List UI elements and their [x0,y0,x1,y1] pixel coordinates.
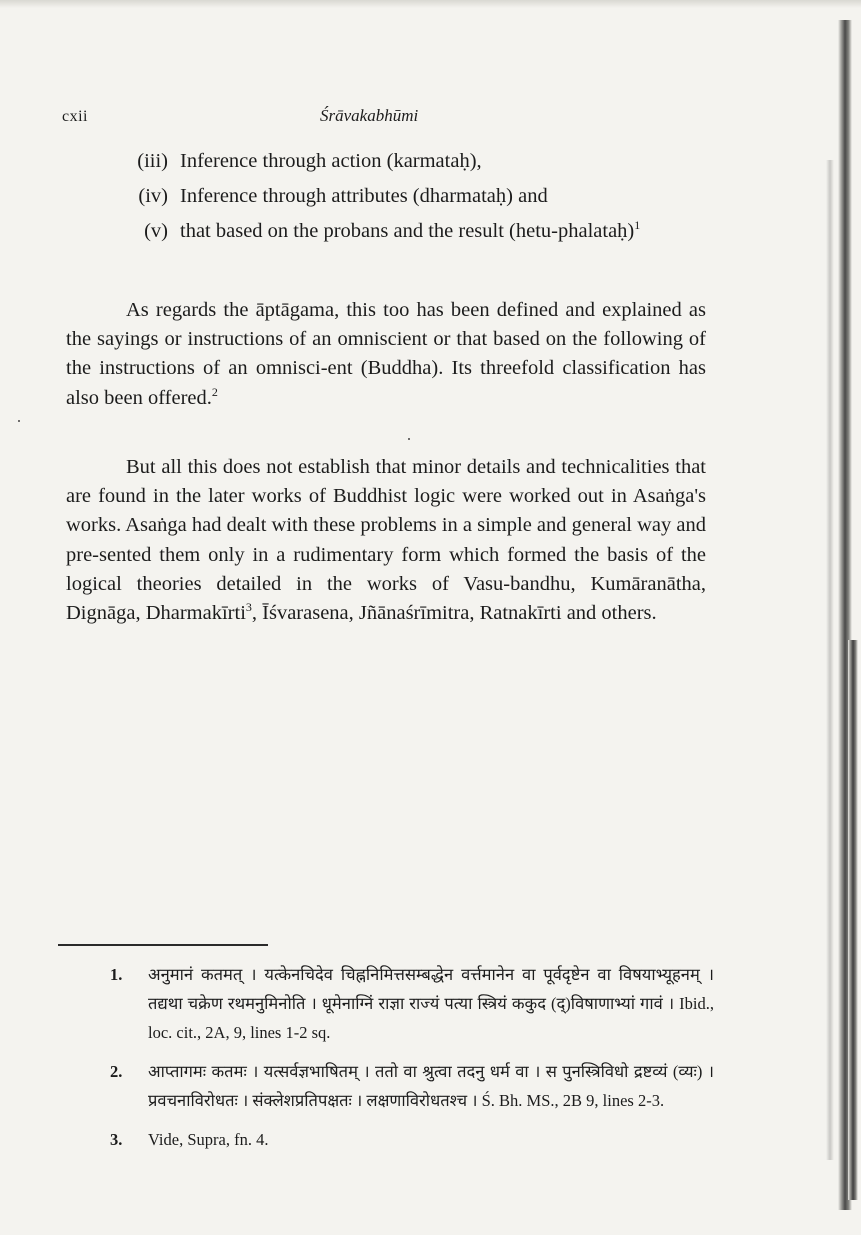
footnote-text: आप्तागमः कतमः । यत्सर्वज्ञभाषितम् । ततो वा श्रुत्वा तदनु धर्म वा । स पुनस्त्रिविधो द्रष्टव्यं (व्यः) । प्रवचनाविरोधतः । संक्लेशप्रतिपक्षतः । लक्षणाविरोधतश्च । Ś. Bh. MS., 2B 9, lines 2-3. [148,1062,714,1110]
footnote-rule [58,944,268,946]
list-item [108,179,708,214]
paragraph-logic [66,453,706,628]
list-text: Inference through attributes (dharmataḥ) and [180,185,548,207]
paragraph-text: As regards the āptāgama, this too has been defined and explained as the sayings or instructions of an omniscient or that based on the following of the instructions of an omnisci-ent (Buddha). Its threefold classification has also been offered. [66,299,706,409]
paragraph-text-tail: , Īśvarasena, Jñānaśrīmitra, Ratnakīrti and others. [251,602,657,625]
footnote-number: 1. [110,965,123,984]
page-shadow [826,160,834,1160]
paragraph-text: But all this does not establish that minor details and technicalities that are found in the later works of Buddhist logic were worked out in Asaṅga's works. Asaṅga had dealt with these problems in a simple and general way and pre-sented them only in a rudimentary form which formed the basis of the logical theories detailed in the works of Vasu-bandhu, Kumāranātha, Dignāga, Dharmakīrti [66,456,706,625]
list-item [108,144,708,179]
binding-edge-lower [848,640,858,1200]
scan-speck [18,420,20,422]
inference-list [108,144,708,249]
list-number: (iv) [138,185,168,207]
list-text [180,214,708,249]
list-text: Inference through action (karmataḥ), [180,150,482,172]
footnotes [110,960,714,1164]
footnote-ref: 2 [211,384,218,399]
list-item [108,214,708,249]
footnote [110,960,714,1047]
footnote-number: 3. [110,1130,123,1149]
running-title: Śrāvakabhūmi [320,106,419,125]
scan-top-edge [0,0,861,8]
footnote-text: Vide, Supra, fn. 4. [148,1130,269,1149]
list-text-body: that based on the probans and the result (hetu-phalataḥ) [180,220,635,242]
footnote [110,1057,714,1115]
footnote-number: 2. [110,1062,123,1081]
scan-speck [408,438,410,440]
page-number: cxii [62,108,88,125]
list-number: (iii) [137,150,168,172]
footnote-ref: 3 [245,600,252,615]
footnote-text: अनुमानं कतमत् । यत्केनचिदेव चिह्ननिमित्तसम्बद्धेन वर्त्तमानेन वा पूर्वदृष्टेन वा विषयाभ्यूहनम् । तद्यथा चक्रेण रथमनुमिनोति । धूमेनाग्निं राज्ञा राज्यं पत्या स्त्रियं ककुद (द्)विषाणाभ्यां गावं । Ibid., loc. cit., 2A, 9, lines 1-2 sq. [148,965,714,1042]
footnote [110,1125,714,1154]
list-number: (v) [144,220,168,242]
paragraph-aptagama [66,296,706,413]
footnote-ref: 1 [634,218,641,233]
